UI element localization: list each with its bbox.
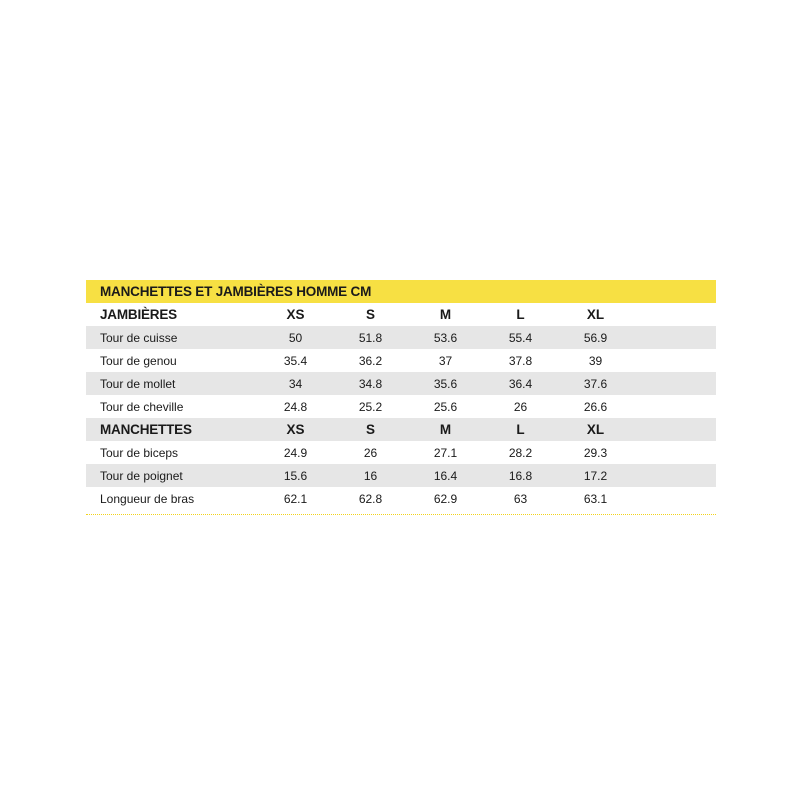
table-row: [86, 464, 716, 487]
value-cell: 55.4: [508, 330, 533, 345]
value-cell: 53.6: [433, 330, 458, 345]
value-cell: 62.9: [433, 491, 458, 506]
value-cell: 25.6: [433, 399, 458, 414]
size-header-l: L: [516, 307, 525, 322]
value-cell: 56.9: [583, 330, 608, 345]
value-cell: 17.2: [583, 468, 608, 483]
value-cell: 16.8: [508, 468, 533, 483]
row-label: Longueur de bras: [100, 491, 195, 506]
section-label: JAMBIÈRES: [100, 307, 177, 322]
value-cell: 26: [363, 445, 378, 460]
value-cell: 37.8: [508, 353, 533, 368]
table-row: [86, 395, 716, 418]
value-cell: 36.4: [508, 376, 533, 391]
row-label: Tour de poignet: [100, 468, 183, 483]
value-cell: 24.9: [283, 445, 308, 460]
value-cell: 63: [513, 491, 528, 506]
value-cell: 34: [288, 376, 303, 391]
row-label: Tour de biceps: [100, 445, 179, 460]
row-label: Tour de genou: [100, 353, 177, 368]
value-cell: 29.3: [583, 445, 608, 460]
table-row: [86, 372, 716, 395]
value-cell: 62.1: [283, 491, 308, 506]
table-row: [86, 349, 716, 372]
size-header-xl: XL: [586, 422, 605, 437]
size-header-xs: XS: [286, 307, 305, 322]
row-label: Tour de cheville: [100, 399, 184, 414]
value-cell: 34.8: [358, 376, 383, 391]
value-cell: 35.6: [433, 376, 458, 391]
size-header-s: S: [365, 422, 375, 437]
value-cell: 50: [288, 330, 303, 345]
row-label: Tour de mollet: [100, 376, 176, 391]
row-label: Tour de cuisse: [100, 330, 178, 345]
table-title: MANCHETTES ET JAMBIÈRES HOMME CM: [86, 280, 716, 303]
section-header-manchettes: [86, 418, 716, 441]
value-cell: 27.1: [433, 445, 458, 460]
value-cell: 51.8: [358, 330, 383, 345]
value-cell: 28.2: [508, 445, 533, 460]
value-cell: 16: [363, 468, 378, 483]
size-header-s: S: [365, 307, 375, 322]
value-cell: 26.6: [583, 399, 608, 414]
size-header-xl: XL: [586, 307, 605, 322]
section-header-jambieres: [86, 303, 716, 326]
section-label: MANCHETTES: [100, 422, 192, 437]
value-cell: 36.2: [358, 353, 383, 368]
table-row: [86, 441, 716, 464]
size-header-m: M: [439, 307, 452, 322]
value-cell: 63.1: [583, 491, 608, 506]
size-chart-table: [86, 280, 716, 515]
value-cell: 39: [588, 353, 603, 368]
value-cell: 15.6: [283, 468, 308, 483]
table-row: [86, 326, 716, 349]
size-header-xs: XS: [286, 422, 305, 437]
value-cell: 16.4: [433, 468, 458, 483]
size-header-m: M: [439, 422, 452, 437]
value-cell: 26: [513, 399, 528, 414]
value-cell: 35.4: [283, 353, 308, 368]
value-cell: 37.6: [583, 376, 608, 391]
size-header-l: L: [516, 422, 525, 437]
value-cell: 24.8: [283, 399, 308, 414]
table-row: [86, 487, 716, 510]
bottom-divider: [86, 514, 716, 515]
value-cell: 62.8: [358, 491, 383, 506]
value-cell: 25.2: [358, 399, 383, 414]
value-cell: 37: [438, 353, 453, 368]
